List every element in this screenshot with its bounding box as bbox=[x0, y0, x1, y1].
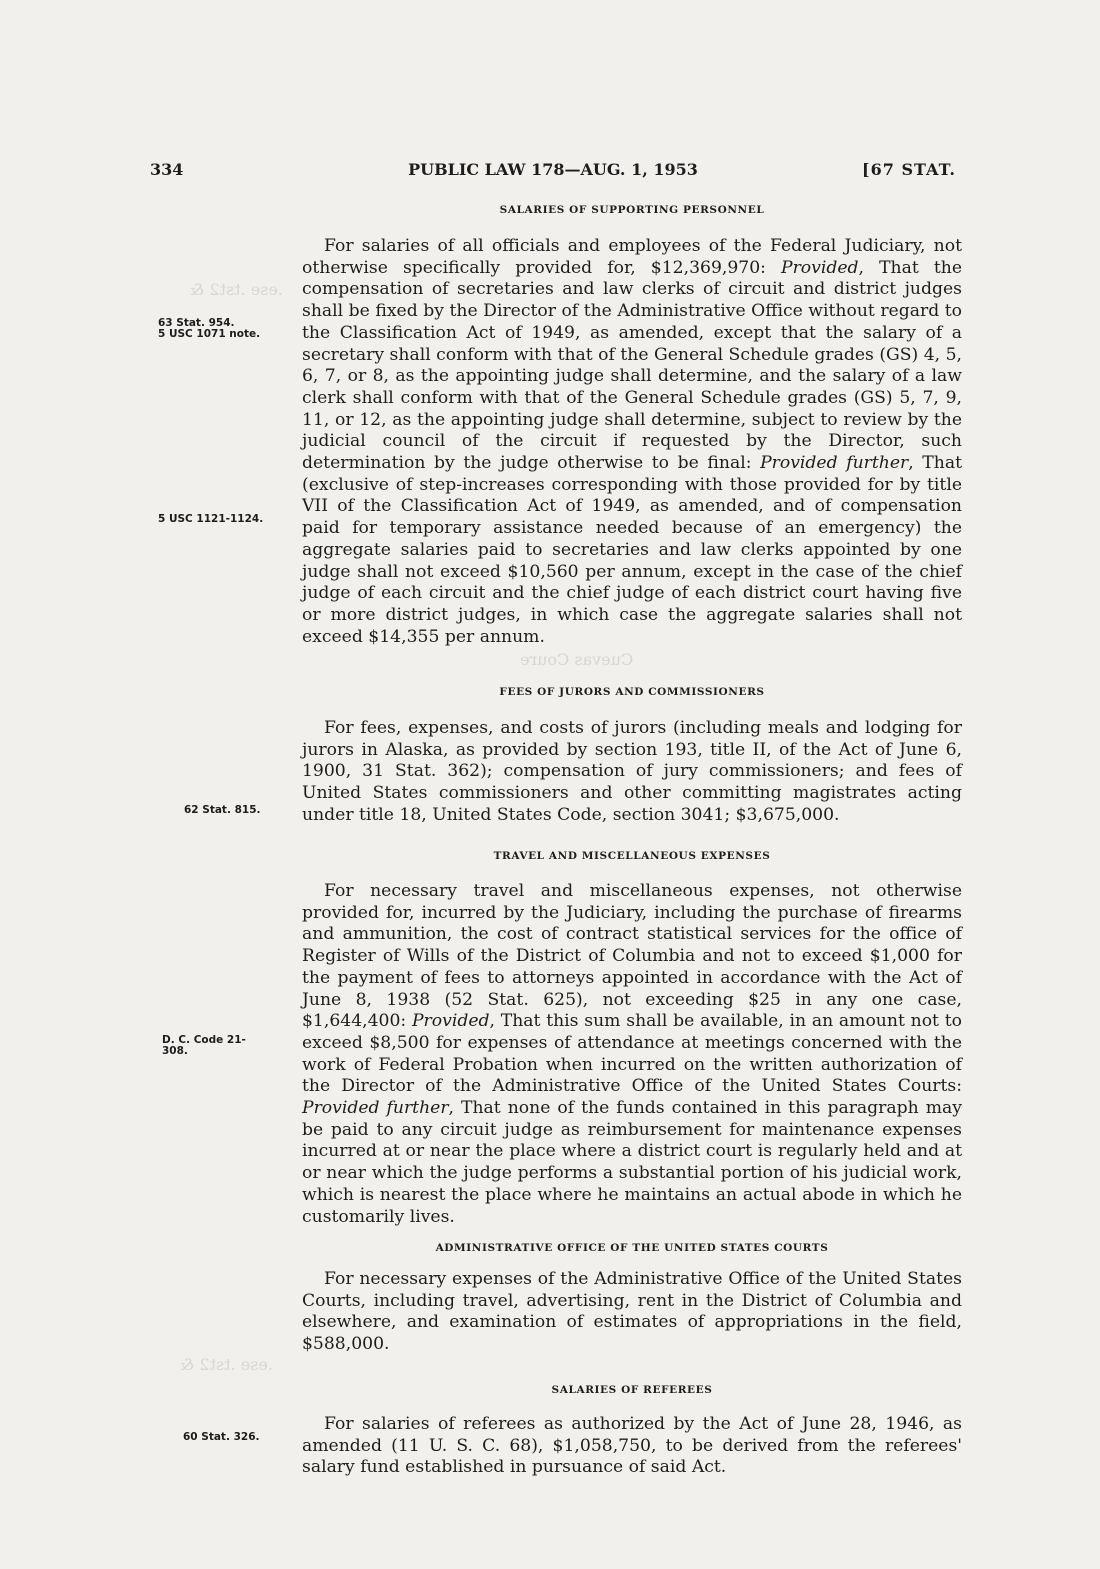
section-paragraph: For necessary travel and miscellaneous expenses, not otherwise provided for, incurred by the Judiciary, including the purchase of firearms and ammunition, the cost of contract statistical services for the office of Register of Wills of the District of Columbia and not to exceed $1,000 for the payment of fees to attorneys appointed in accordance with the Act of June 8, 1938 (52 Stat. 625), not exceeding $25 in any one case, $1,644,400: Provided, That this sum shall be available, in an amount not to exceed $8,500 for expenses of attendance at meetings concerned with the work of Federal Probation when incurred on the written authorization of the Director of the Administrative Office of the United States Courts: Provided further, That none of the funds contained in this paragraph may be paid to any circuit judge as reimbursement for maintenance expenses incurred at or near the place where a district court is regularly held and at or near which the judge performs a substantial portion of his judicial work, which is nearest the place where he maintains an actual abode in which he customarily lives. bbox=[302, 881, 962, 1227]
page-header bbox=[150, 160, 956, 186]
section-paragraph: For salaries of referees as authorized by the Act of June 28, 1946, as amended (11 U. S. C. 68), $1,058,750, to be derived from the referees' salary fund established in pursuance of said Act. bbox=[302, 1414, 962, 1478]
section-heading: SALARIES OF REFEREES bbox=[551, 1384, 713, 1396]
section-heading: TRAVEL AND MISCELLANEOUS EXPENSES bbox=[493, 850, 771, 862]
margin-note: D. C. Code 21- 308. bbox=[162, 1034, 246, 1057]
margin-note: 62 Stat. 815. bbox=[184, 804, 261, 816]
section-paragraph: For necessary expenses of the Administrative Office of the United States Courts, including travel, advertising, rent in the District of Columbia and elsewhere, and examination of estimates of appropriations in the field, $588,000. bbox=[302, 1269, 962, 1355]
bleed-through: .ese .tst2 & bbox=[180, 1355, 273, 1374]
margin-note: 5 USC 1121-1124. bbox=[158, 513, 264, 525]
bleed-through: .ese .tst2 & bbox=[190, 280, 283, 299]
page-title: PUBLIC LAW 178—AUG. 1, 1953 bbox=[408, 160, 698, 179]
page-number: 334 bbox=[150, 160, 184, 179]
section-heading: SALARIES OF SUPPORTING PERSONNEL bbox=[499, 204, 765, 216]
bleed-through: Cuevas Coure bbox=[520, 650, 634, 669]
section-paragraph: For fees, expenses, and costs of jurors (including meals and lodging for jurors in Alaska, as provided by section 193, title II, of the Act of June 6, 1900, 31 Stat. 362); compensation of jury commissioners; and fees of United States commissioners and other committing magistrates acting under title 18, United States Code, section 3041; $3,675,000. bbox=[302, 718, 962, 825]
section-heading: ADMINISTRATIVE OFFICE OF THE UNITED STATES COURTS bbox=[435, 1242, 829, 1254]
margin-note: 63 Stat. 954. 5 USC 1071 note. bbox=[158, 317, 261, 340]
margin-note: 60 Stat. 326. bbox=[183, 1431, 260, 1443]
statute-volume: [67 STAT. bbox=[862, 160, 956, 179]
section-heading: FEES OF JURORS AND COMMISSIONERS bbox=[499, 686, 765, 698]
section-paragraph: For salaries of all officials and employees of the Federal Judiciary, not otherwise specifically provided for, $12,369,970: Provided, That the compensation of secretaries and law clerks of circuit and district judges shall be fixed by the Director of the Administrative Office without regard to the Classification Act of 1949, as amended, except that the salary of a secretary shall conform with that of the General Schedule grades (GS) 4, 5, 6, 7, or 8, as the appointing judge shall determine, and the salary of a law clerk shall conform with that of the General Schedule grades (GS) 5, 7, 9, 11, or 12, as the appointing judge shall determine, subject to review by the judicial council of the circuit if requested by the Director, such determination by the judge otherwise to be final: Provided further, That (exclusive of step-increases corresponding with those provided for by title VII of the Classification Act of 1949, as amended, and of compensation paid for temporary assistance needed because of an emergency) the aggregate salaries paid to secretaries and law clerks appointed by one judge shall not exceed $10,560 per annum, except in the case of the chief judge of each circuit and the chief judge of each district court having five or more district judges, in which case the aggregate salaries shall not exceed $14,355 per annum. bbox=[302, 236, 962, 647]
